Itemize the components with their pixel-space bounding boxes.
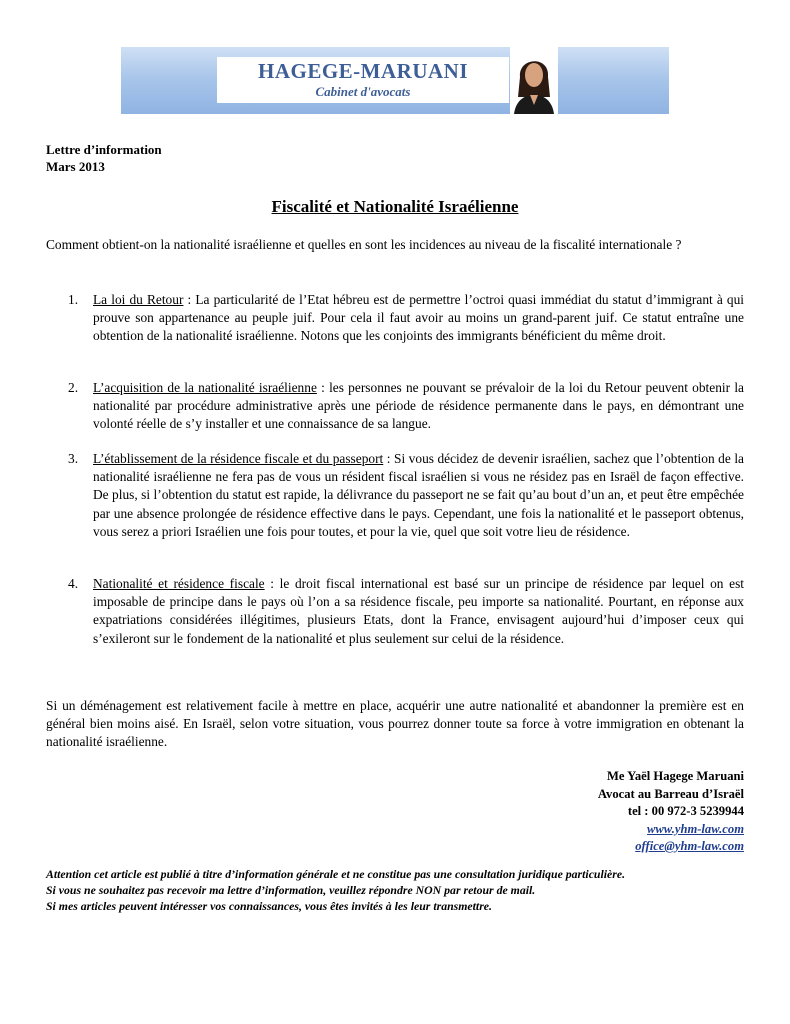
signature-phone: tel : 00 972-3 5239944 bbox=[627, 804, 744, 818]
list-item-4 bbox=[68, 575, 744, 648]
signature-block bbox=[598, 768, 744, 856]
list-item-heading: L’établissement de la résidence fiscale et du passeport bbox=[93, 451, 384, 466]
list-item-3 bbox=[68, 450, 744, 541]
website-link[interactable]: www.yhm-law.com bbox=[646, 821, 744, 836]
notice-line: Attention cet article est publié à titre d’information générale et ne constitue pas une consultation juridique particulière. bbox=[46, 867, 626, 881]
list-item-heading: L’acquisition de la nationalité israélienne bbox=[93, 380, 317, 395]
list-item-text: : le droit fiscal international est basé sur un principe de résidence par lequel on est imposable de principe dans le pays où l’on a sa résidence fiscale, peu importe sa nationalité. Pourtant, en réponse aux expatriations considérées illégitimes, plusieurs Etats, dont la France, envisagent aujourd’hui d’imposer ceux qui s’exileront sur le fondement de la nationalité et plus seulement sur celui de la résidence. bbox=[93, 576, 744, 646]
header-banner bbox=[121, 47, 669, 114]
disclaimer-notice bbox=[46, 866, 756, 914]
list-item-heading: Nationalité et résidence fiscale bbox=[93, 576, 265, 591]
list-item-text: : les personnes ne pouvant se prévaloir de la loi du Retour peuvent obtenir la nationalité par procédure administrative après une période de résidence permanente dans le pays, en démontrant une volonté réelle de s’y installer et une connaissance de sa langue. bbox=[93, 380, 744, 432]
signature-name: Me Yaël Hagege Maruani bbox=[607, 769, 744, 783]
letter-date: Mars 2013 bbox=[46, 159, 105, 174]
notice-line: Si mes articles peuvent intéresser vos connaissances, vous êtes invités à les leur transmettre. bbox=[46, 899, 492, 913]
list-number: 3. bbox=[68, 451, 79, 466]
list-number: 2. bbox=[68, 380, 79, 395]
notice-line: Si vous ne souhaitez pas recevoir ma lettre d’information, veuillez répondre NON par retour de mail. bbox=[46, 883, 536, 897]
logo-panel bbox=[217, 57, 509, 103]
list-number: 4. bbox=[68, 576, 79, 591]
signature-role: Avocat au Barreau d’Israël bbox=[597, 786, 744, 801]
list-item-2 bbox=[68, 379, 744, 434]
closing-paragraph: Si un déménagement est relativement facile à mettre en place, acquérir une autre nationalité et abandonner la première est en général bien moins aisé. En Israël, selon votre situation, vous pourrez donner toute sa force à votre immigration en obtenant la nationalité israélienne. bbox=[46, 698, 744, 749]
firm-logo-subtitle: Cabinet d'avocats bbox=[315, 84, 411, 99]
list-item-text: : Si vous décidez de devenir israélien, sachez que l’obtention de la nationalité israélienne ne fera pas de vous un résident fiscal israélien si vous ne résidez pas en Israël de façon effective. De plus, si l’obtention du statut est rapide, la délivrance du passeport ne se fait qu’au bout d’un an, et peut être empêchée par une absence prolongée de résidence effective dans le pays. Cependant, une fois la nationalité et le passeport obtenus, vous serez a priori Israélien une fois pour toutes, et pour la vie, quel que soit votre lieu de résidence. bbox=[93, 451, 744, 539]
list-item-text: : La particularité de l’Etat hébreu est de permettre l’octroi quasi immédiat du statut d’immigrant à qui prouve son appartenance au peuple juif. Pour cela il faut avoir au moins un grand-parent juif. Ce statut entraîne une obtention de la nationalité israélienne. Notons que les conjoints des immigrants bénéficient du même droit. bbox=[93, 292, 745, 344]
list-number: 1. bbox=[68, 292, 79, 307]
list-item-1 bbox=[68, 291, 744, 346]
letter-header bbox=[46, 141, 162, 175]
page-title: Fiscalité et Nationalité Israélienne bbox=[271, 197, 519, 216]
list-item-heading: La loi du Retour bbox=[93, 292, 184, 307]
email-link[interactable]: office@yhm-law.com bbox=[635, 839, 744, 853]
intro-paragraph: Comment obtient-on la nationalité israélienne et quelles en sont les incidences au niveau de la fiscalité internationale ? bbox=[46, 237, 682, 252]
firm-logo-name: HAGEGE-MARUANI bbox=[258, 59, 468, 83]
letter-type: Lettre d’information bbox=[46, 142, 162, 157]
lawyer-portrait bbox=[510, 47, 558, 114]
